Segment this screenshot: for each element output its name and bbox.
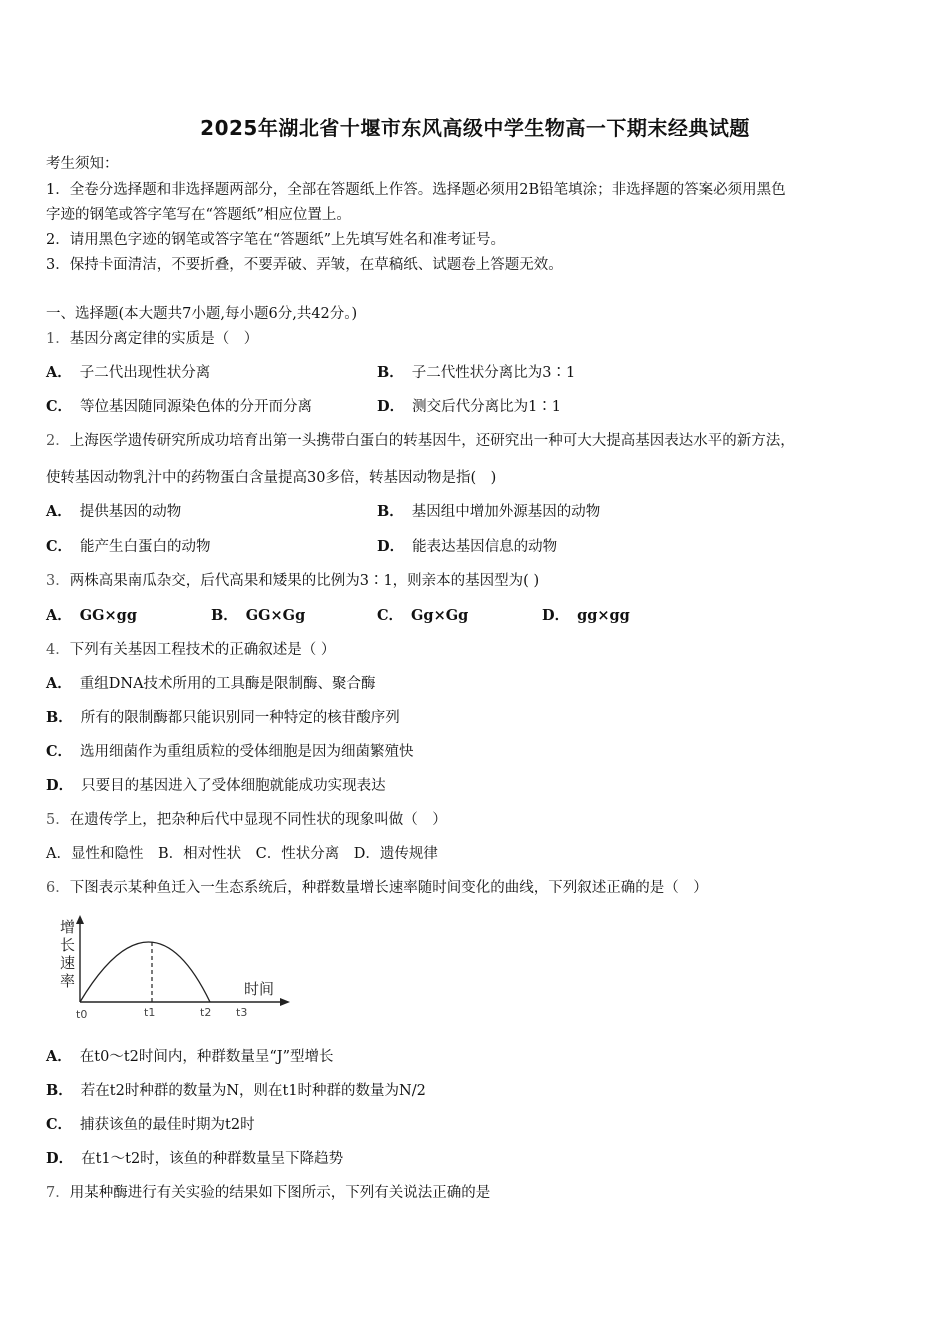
q4-option-c[interactable]: C． 选用细菌作为重组质粒的受体细胞是因为细菌繁殖快 [46,743,414,760]
growth-curve [80,942,210,1002]
question-7 [46,1181,490,1202]
question-number: 6． [46,880,70,896]
tick-t0: t0 [76,1008,88,1021]
question-text: 两株高果南瓜杂交，后代高果和矮果的比例为3∶1，则亲本的基因型为( ) [69,573,540,589]
notice-item-1-cont: 字迹的钢笔或答字笔写在“答题纸”相应位置上。 [46,207,351,223]
q1-option-a[interactable]: A． 子二代出现性状分离 [46,364,211,381]
x-axis-label: 时间 [244,980,275,998]
q5-options[interactable]: A．显性和隐性 B．相对性状 C．性状分离 D．遗传规律 [46,846,438,862]
q3-option-a[interactable]: A． GG×gg [46,607,137,624]
q2-option-a[interactable]: A． 提供基因的动物 [46,503,182,520]
question-1 [46,327,258,348]
q4-option-a[interactable]: A． 重组DNA技术所用的工具酶是限制酶、聚合酶 [46,675,376,692]
exam-title: 2025年湖北省十堰市东风高级中学生物高一下期末经典试题 [200,116,750,140]
q2-option-d[interactable]: D． 能表达基因信息的动物 [377,538,558,555]
q4-option-b[interactable]: B． 所有的限制酶都只能识别同一种特定的核苷酸序列 [46,709,400,726]
q1-option-d[interactable]: D． 测交后代分离比为1∶1 [377,398,562,415]
question-text: 基因分离定律的实质是（ ） [69,331,259,347]
q1-option-c[interactable]: C． 等位基因随同源染色体的分开而分离 [46,398,313,415]
y-axis-label-1: 增 [60,918,76,936]
question-2 [46,429,795,450]
tick-t1: t1 [144,1006,156,1019]
q2-option-b[interactable]: B． 基因组中增加外源基因的动物 [377,503,601,520]
question-number: 3． [46,573,70,589]
q6-option-c[interactable]: C． 捕获该鱼的最佳时期为t2时 [46,1116,255,1133]
notice-item-1: 1．全卷分选择题和非选择题两部分，全部在答题纸上作答。选择题必须用2B铅笔填涂；非选择题的答案必须用黑色 [46,182,786,198]
q3-option-c[interactable]: C． Gg×Gg [377,607,469,624]
notice-item-3: 3．保持卡面清洁，不要折叠，不要弄破、弄皱，在草稿纸、试题卷上答题无效。 [46,257,563,273]
question-3 [46,569,539,590]
notice-heading: 考生须知： [46,156,119,172]
question-text: 在遗传学上，把杂种后代中显现不同性状的现象叫做（ ） [69,812,447,828]
y-axis-label-2: 长 [60,936,76,954]
y-axis-label-3: 速 [60,954,76,972]
q6-option-d[interactable]: D． 在t1～t2时，该鱼的种群数量呈下降趋势 [46,1150,344,1167]
question-number: 1． [46,331,70,347]
growth-rate-chart [44,912,304,1024]
question-6 [46,876,708,897]
question-number: 4． [46,642,70,658]
q3-option-d[interactable]: D． gg×gg [542,607,630,624]
question-number: 2． [46,433,70,449]
question-text: 下列有关基因工程技术的正确叙述是（ ） [69,642,336,658]
question-text: 下图表示某种鱼迁入一生态系统后，种群数量增长速率随时间变化的曲线，下列叙述正确的是（ ） [69,880,708,896]
tick-t2: t2 [200,1006,212,1019]
question-number: 5． [46,812,70,828]
question-5 [46,808,447,829]
section-heading: 一、选择题(本大题共7小题,每小题6分,共42分。) [46,306,358,322]
q2-option-c[interactable]: C． 能产生白蛋白的动物 [46,538,211,555]
q1-option-b[interactable]: B． 子二代性状分离比为3∶1 [377,364,576,381]
q6-option-a[interactable]: A． 在t0～t2时间内，种群数量呈“J”型增长 [46,1048,334,1065]
q3-option-b[interactable]: B． GG×Gg [211,607,306,624]
q6-option-b[interactable]: B． 若在t2时种群的数量为N，则在t1时种群的数量为N/2 [46,1082,426,1099]
y-axis-label-4: 率 [60,972,76,990]
question-text: 上海医学遗传研究所成功培育出第一头携带白蛋白的转基因牛，还研究出一种可大大提高基因表达水平的新方法， [69,433,795,449]
x-axis-arrow [280,998,290,1006]
q4-option-d[interactable]: D． 只要目的基因进入了受体细胞就能成功实现表达 [46,777,386,794]
question-text: 用某种酶进行有关实验的结果如下图所示，下列有关说法正确的是 [69,1185,491,1201]
tick-t3: t3 [236,1006,248,1019]
question-number: 7． [46,1185,70,1201]
question-4 [46,638,335,659]
notice-item-2: 2．请用黑色字迹的钢笔或答字笔在“答题纸”上先填写姓名和准考证号。 [46,232,506,248]
growth-rate-figure [44,912,304,1024]
question-2-cont: 使转基因动物乳汁中的药物蛋白含量提高30多倍，转基因动物是指( ) [46,470,497,486]
y-axis-arrow [76,915,84,924]
